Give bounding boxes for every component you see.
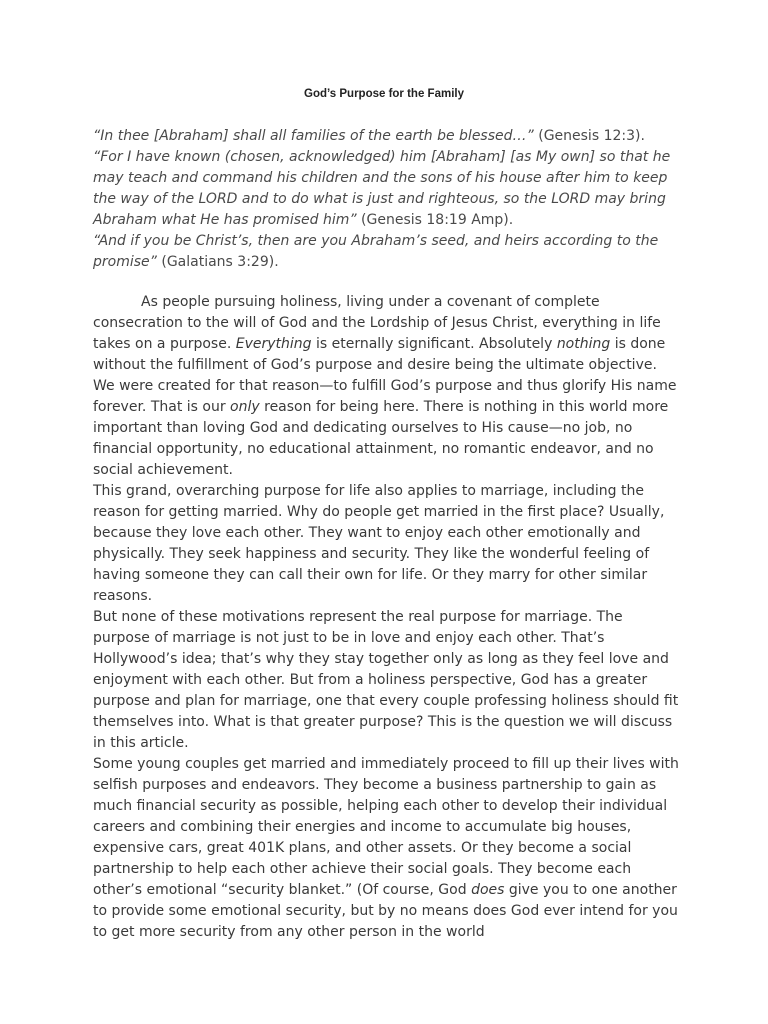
paragraph-4 (93, 754, 679, 943)
text-run: As people pursuing holiness, living under a covenant of complete consecration to the will of God and the Lordship of Jesus Christ, everything in life takes on a purpose. (93, 294, 661, 352)
quote-text: “For I have known (chosen, acknowledged) him [Abraham] [as My own] so that he may teach and command his children and the sons of his house after him to keep the way of the LORD and to do what is just and righteous, so the LORD may bring Abraham what He has promised him” (93, 149, 671, 228)
document-title: God’s Purpose for the Family (304, 88, 464, 100)
paragraph-1 (93, 292, 679, 481)
text-run: is done without the fulfillment of God’s purpose and desire being the ultimate objective. We were created for that reason—to fulfill God’s purpose and thus glorify His name forever. That is our (93, 336, 677, 415)
emphasis-only: only (230, 399, 260, 415)
text-run: give you to one another to provide some emotional security, but by no means does God ever intend for you to get more security from any other person in the world (93, 882, 678, 940)
text-run: reason for being here. There is nothing in this world more important than loving God and dedicating ourselves to His cause—no job, no financial opportunity, no educational attainment, no romantic endeavor, and no social achievement. (93, 399, 669, 478)
scripture-quotes (93, 126, 693, 273)
quote-genesis-18-19 (93, 147, 693, 231)
text-run: is eternally significant. Absolutely (311, 336, 557, 352)
quote-text: “And if you be Christ’s, then are you Abraham’s seed, and heirs according to the promise” (93, 233, 659, 270)
paragraph-2: This grand, overarching purpose for life also applies to marriage, including the reason for getting married. Why do people get married in the first place? Usually, because they love each other. They want to enjoy each other emotionally and physically. They seek happiness and security. They like the wonderful feeling of having someone they can call their own for life. Or they marry for other similar reasons. (93, 483, 665, 604)
quote-reference: (Genesis 12:3). (533, 128, 645, 144)
quote-reference: (Genesis 18:19 Amp). (356, 212, 514, 228)
quote-genesis-12-3 (93, 126, 693, 147)
text-run: Some young couples get married and immediately proceed to fill up their lives with selfish purposes and endeavors. They become a business partnership to gain as much financial security as possible, helping each other to develop their individual careers and combining their energies and income to accumulate big houses, expensive cars, great 401K plans, and other assets. Or they become a social partnership to help each other achieve their social goals. They become each other’s emotional “security blanket.” (Of course, God (93, 756, 679, 898)
emphasis-everything: Everything (235, 336, 312, 352)
emphasis-does: does (471, 882, 505, 898)
quote-galatians-3-29 (93, 231, 693, 273)
emphasis-nothing: nothing (556, 336, 611, 352)
quote-text: “In thee [Abraham] shall all families of the earth be blessed…” (93, 128, 534, 144)
quote-reference: (Galatians 3:29). (156, 254, 279, 270)
paragraph-3: But none of these motivations represent the real purpose for marriage. The purpose of marriage is not just to be in love and enjoy each other. That’s Hollywood’s idea; that’s why they stay together only as long as they feel love and enjoyment with each other. But from a holiness perspective, God has a greater purpose and plan for marriage, one that every couple professing holiness should fit themselves into. What is that greater purpose? This is the question we will discuss in this article. (93, 609, 679, 751)
article-body (93, 292, 679, 943)
